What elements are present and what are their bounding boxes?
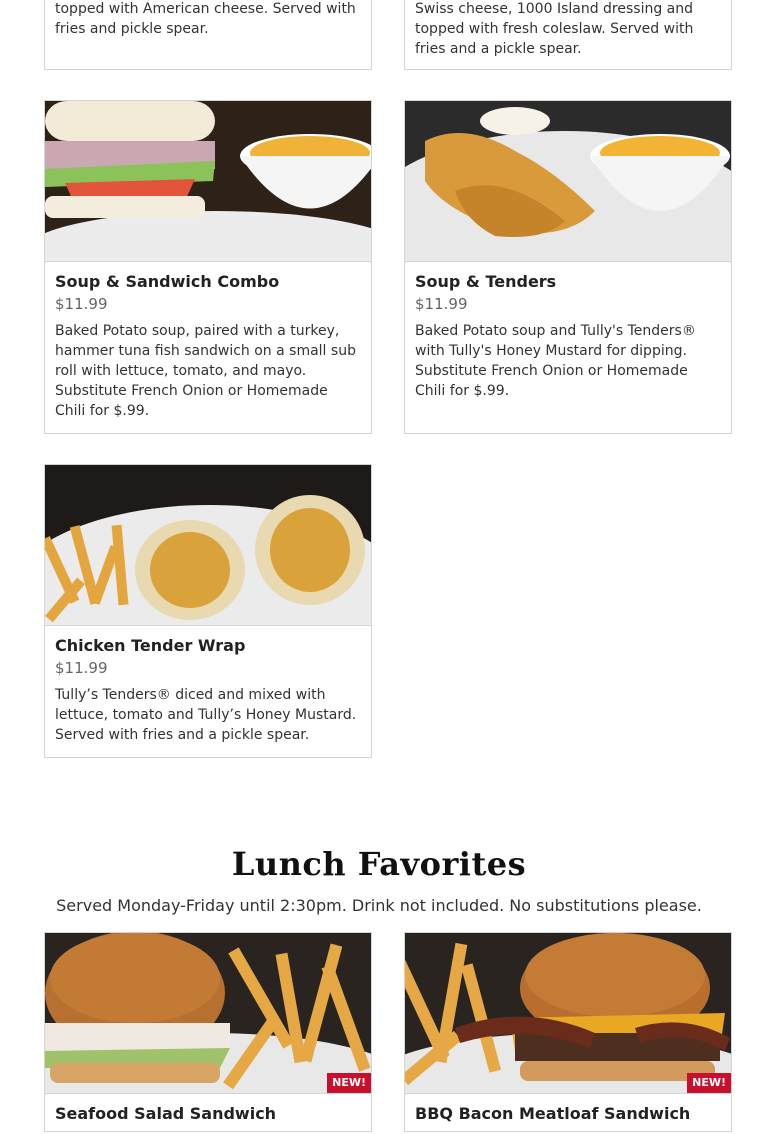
- food-photo: [405, 933, 731, 1094]
- menu-card[interactable]: [44, 932, 372, 1132]
- section-heading: Lunch Favorites: [231, 845, 527, 883]
- menu-card: [404, 0, 732, 70]
- food-photo: [45, 465, 371, 626]
- item-description: Baked Potato soup, paired with a turkey, hammer tuna fish sandwich on a small sub roll with lettuce, tomato, and mayo. Substitute French Onion or Homemade Chili for $.99.: [55, 323, 356, 419]
- item-title: Soup & Sandwich Combo: [55, 272, 280, 291]
- item-title: BBQ Bacon Meatloaf Sandwich: [415, 1104, 691, 1123]
- menu-card[interactable]: [404, 932, 732, 1132]
- item-title: Soup & Tenders: [415, 272, 557, 291]
- item-description: topped with American cheese. Served with fries and pickle spear.: [55, 1, 356, 37]
- new-badge: NEW!: [327, 1073, 371, 1093]
- item-description: Swiss cheese, 1000 Island dressing and topped with fresh coleslaw. Served with fries and a pickle spear.: [415, 1, 694, 57]
- section-subheading: Served Monday-Friday until 2:30pm. Drink not included. No substitutions please.: [56, 896, 702, 915]
- menu-card[interactable]: [44, 464, 372, 758]
- food-photo: [405, 101, 731, 262]
- item-price: $11.99: [55, 659, 108, 677]
- menu-card[interactable]: [44, 100, 372, 434]
- item-title: Chicken Tender Wrap: [55, 636, 246, 655]
- item-description: Baked Potato soup and Tully's Tenders® with Tully's Honey Mustard for dipping. Substitute French Onion or Homemade Chili for $.99.: [415, 323, 696, 399]
- menu-card: [44, 0, 372, 70]
- food-photo: [45, 933, 371, 1094]
- item-price: $11.99: [415, 295, 468, 313]
- item-description: Tully’s Tenders® diced and mixed with lettuce, tomato and Tully’s Honey Mustard. Served with fries and a pickle spear.: [55, 687, 357, 743]
- item-price: $11.99: [55, 295, 108, 313]
- new-badge: NEW!: [687, 1073, 731, 1093]
- item-title: Seafood Salad Sandwich: [55, 1104, 277, 1123]
- menu-card[interactable]: [404, 100, 732, 434]
- food-photo: [45, 101, 371, 262]
